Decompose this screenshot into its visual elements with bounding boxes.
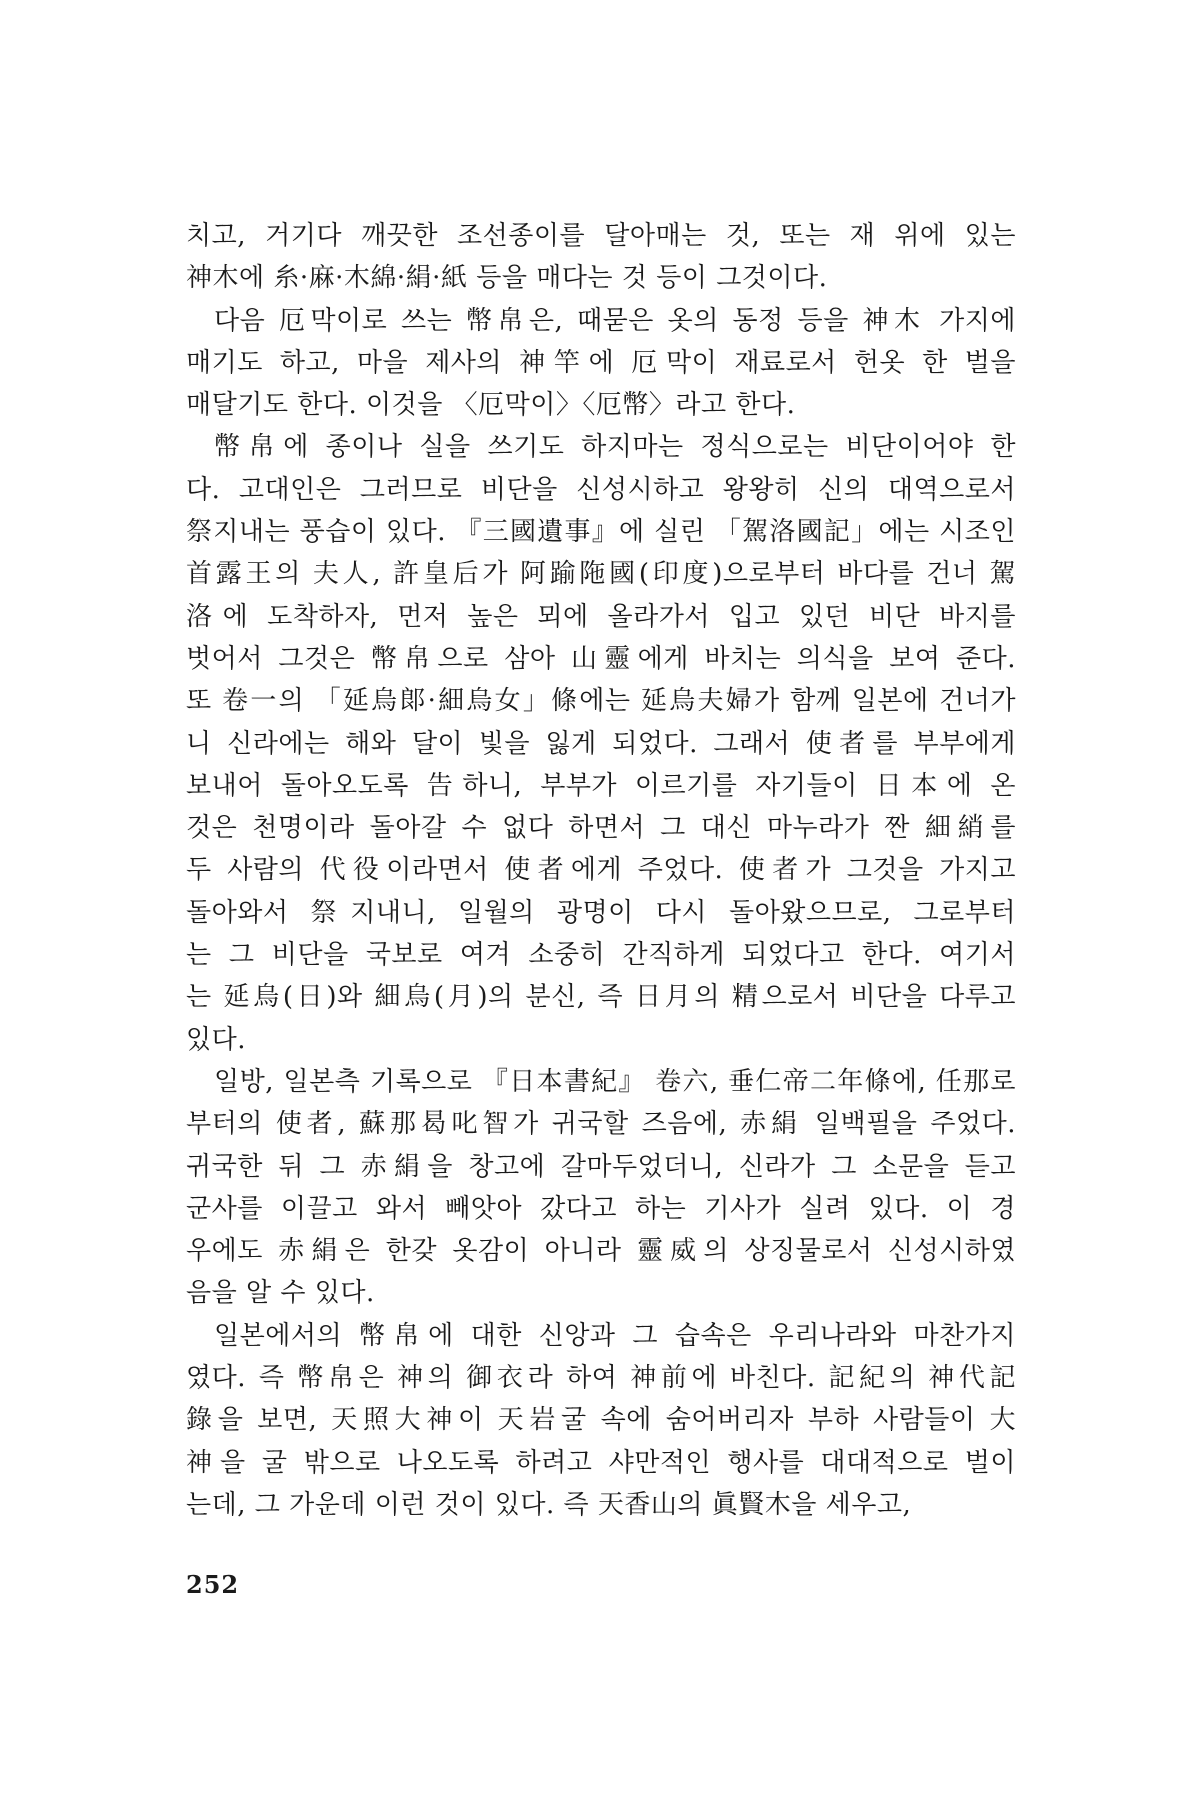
- text-line: 는 延烏(日)와 細烏(月)의 분신, 즉 日月의 精으로서 비단을 다루고: [186, 982, 1016, 1013]
- text-line: 보내어 돌아오도록 告하니, 부부가 이르기를 자기들이 日本에 온: [186, 770, 1016, 801]
- text-line: 음을 알 수 있다.: [186, 1278, 375, 1309]
- text-line: 매달기도 한다. 이것을 〈厄막이〉〈厄幣〉라고 한다.: [186, 390, 796, 421]
- text-line: 일본에서의 幣帛에 대한 신앙과 그 습속은 우리나라와 마찬가지: [214, 1320, 1016, 1351]
- text-line: 부터의 使者, 蘇那曷叱智가 귀국할 즈음에, 赤絹 일백필을 주었다.: [186, 1109, 1016, 1140]
- text-line: 우에도 赤絹은 한갖 옷감이 아니라 靈威의 상징물로서 신성시하였: [186, 1236, 1016, 1267]
- text-line: 있다.: [186, 1024, 246, 1055]
- text-line: 두 사람의 代役이라면서 使者에게 주었다. 使者가 그것을 가지고: [186, 855, 1016, 886]
- page-number: 252: [186, 1570, 240, 1599]
- text-line: 神을 굴 밖으로 나오도록 하려고 샤만적인 행사를 대대적으로 벌이: [186, 1447, 1016, 1478]
- text-line: 錄을 보면, 天照大神이 天岩굴 속에 숨어버리자 부하 사람들이 大: [186, 1405, 1016, 1436]
- text-line: 치고, 거기다 깨끗한 조선종이를 달아매는 것, 또는 재 위에 있는: [186, 221, 1016, 251]
- paragraph: [186, 300, 1016, 427]
- text-line: 벗어서 그것은 幣帛으로 삼아 山靈에게 바치는 의식을 보여 준다.: [186, 643, 1016, 674]
- text-line: 귀국한 뒤 그 赤絹을 창고에 갈마두었더니, 신라가 그 소문을 듣고: [186, 1151, 1016, 1182]
- text-line: 것은 천명이라 돌아갈 수 없다 하면서 그 대신 마누라가 짠 細綃를: [186, 813, 1016, 844]
- text-line: 또 卷一의 「延烏郞·細烏女」條에는 延烏夫婦가 함께 일본에 건너가: [186, 686, 1016, 717]
- text-line: 일방, 일본측 기록으로 『日本書紀』 卷六, 垂仁帝二年條에, 任那로: [214, 1066, 1016, 1097]
- text-line: 군사를 이끌고 와서 빼앗아 갔다고 하는 기사가 실려 있다. 이 경: [186, 1193, 1016, 1224]
- paragraph: [186, 1061, 1016, 1315]
- text-line: 매기도 하고, 마을 제사의 神竿에 厄막이 재료로서 헌옷 한 벌을: [186, 347, 1016, 378]
- text-line: 幣帛에 종이나 실을 쓰기도 하지마는 정식으로는 비단이어야 한: [214, 432, 1016, 463]
- text-line: 다음 厄막이로 쓰는 幣帛은, 때묻은 옷의 동정 등을 神木 가지에: [214, 305, 1016, 336]
- body-text: [186, 215, 1016, 1526]
- text-line: 돌아와서 祭지내니, 일월의 광명이 다시 돌아왔으므로, 그로부터: [186, 897, 1016, 928]
- text-line: 는 그 비단을 국보로 여겨 소중히 간직하게 되었다고 한다. 여기서: [186, 940, 1016, 971]
- text-line: 는데, 그 가운데 이런 것이 있다. 즉 天香山의 眞賢木을 세우고,: [186, 1489, 912, 1520]
- text-line: 神木에 糸·麻·木綿·絹·紙 등을 매다는 것 등이 그것이다.: [186, 263, 828, 294]
- text-line: 다. 고대인은 그러므로 비단을 신성시하고 왕왕히 신의 대역으로서: [186, 474, 1016, 505]
- paragraph: [186, 1315, 1016, 1526]
- text-line: 였다. 즉 幣帛은 神의 御衣라 하여 神前에 바친다. 記紀의 神代記: [186, 1363, 1016, 1394]
- text-line: 洛에 도착하자, 먼저 높은 뫼에 올라가서 입고 있던 비단 바지를: [186, 601, 1016, 632]
- paragraph: [186, 426, 1016, 1060]
- paragraph: [186, 215, 1016, 300]
- text-line: 首露王의 夫人, 許皇后가 阿踰陁國(印度)으로부터 바다를 건너 駕: [186, 559, 1016, 590]
- text-line: 祭지내는 풍습이 있다. 『三國遺事』에 실린 「駕洛國記」에는 시조인: [186, 517, 1016, 548]
- text-line: 니 신라에는 해와 달이 빛을 잃게 되었다. 그래서 使者를 부부에게: [186, 728, 1016, 759]
